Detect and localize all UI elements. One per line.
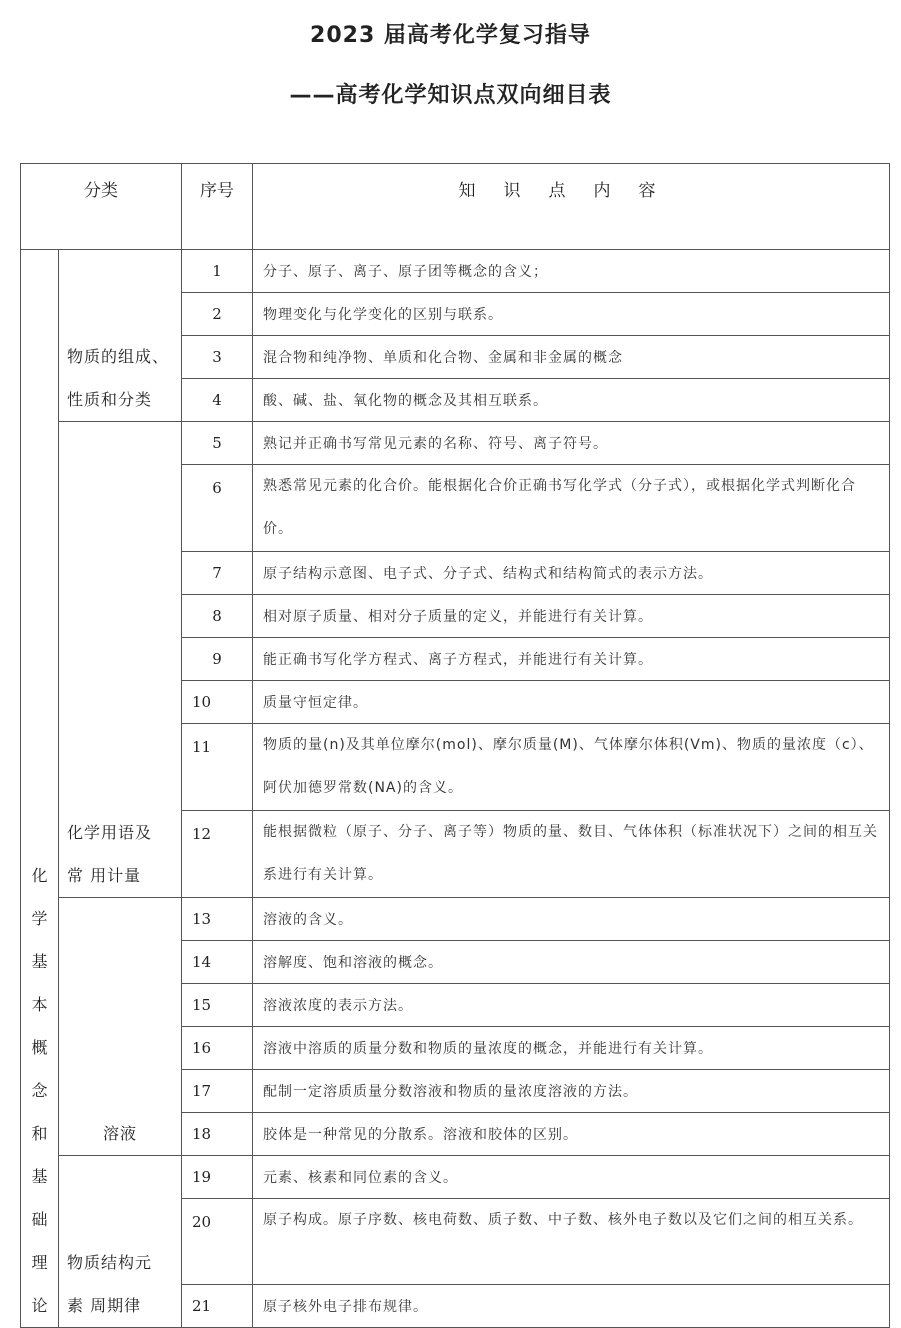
table-row xyxy=(21,898,890,941)
group-chem-language xyxy=(59,422,182,898)
row-number: 14 xyxy=(182,941,253,984)
group-label-line: 溶液 xyxy=(102,1124,137,1143)
header-category: 分类 xyxy=(21,164,182,250)
row-content: 溶液的含义。 xyxy=(253,898,890,941)
group-label-line: 素 周期律 xyxy=(67,1296,142,1315)
header-content: 知识点内容 xyxy=(253,164,890,250)
row-number: 4 xyxy=(182,379,253,422)
row-content: 物理变化与化学变化的区别与联系。 xyxy=(253,293,890,336)
row-number: 16 xyxy=(182,1027,253,1070)
row-content: 能正确书写化学方程式、离子方程式，并能进行有关计算。 xyxy=(253,638,890,681)
header-seq: 序号 xyxy=(182,164,253,250)
row-content: 溶液浓度的表示方法。 xyxy=(253,984,890,1027)
row-content: 溶解度、饱和溶液的概念。 xyxy=(253,941,890,984)
row-content: 酸、碱、盐、氧化物的概念及其相互联系。 xyxy=(253,379,890,422)
document-subtitle: ——高考化学知识点双向细目表 xyxy=(289,83,612,108)
row-number: 2 xyxy=(182,293,253,336)
row-number: 17 xyxy=(182,1070,253,1113)
row-number: 12 xyxy=(182,811,253,898)
row-content: 熟记并正确书写常见元素的名称、符号、离子符号。 xyxy=(253,422,890,465)
group-label-line: 物质的组成、 xyxy=(67,347,170,366)
row-content: 分子、原子、离子、原子团等概念的含义； xyxy=(253,250,890,293)
row-number: 10 xyxy=(182,681,253,724)
row-content: 胶体是一种常见的分散系。溶液和胶体的区别。 xyxy=(253,1113,890,1156)
group-label-line: 性质和分类 xyxy=(67,390,153,409)
row-number: 13 xyxy=(182,898,253,941)
row-content: 物质的量(n)及其单位摩尔(mol)、摩尔质量(M)、气体摩尔体积(Vm)、物质的量浓度（c）、阿伏加德罗常数(NA)的含义。 xyxy=(253,724,890,811)
row-number: 20 xyxy=(182,1199,253,1285)
group-structure xyxy=(59,1156,182,1328)
row-content: 相对原子质量、相对分子质量的定义，并能进行有关计算。 xyxy=(253,595,890,638)
knowledge-table xyxy=(20,163,890,1328)
row-number: 6 xyxy=(182,465,253,552)
row-content: 混合物和纯净物、单质和化合物、金属和非金属的概念 xyxy=(253,336,890,379)
outer-category-label: 化学基本概念和基础理论 xyxy=(31,866,48,1315)
row-number: 1 xyxy=(182,250,253,293)
row-content: 质量守恒定律。 xyxy=(253,681,890,724)
outer-category xyxy=(21,250,59,1328)
row-content: 能根据微粒（原子、分子、离子等）物质的量、数目、气体体积（标准状况下）之间的相互关系进行有关计算。 xyxy=(253,811,890,898)
row-number: 5 xyxy=(182,422,253,465)
table-header-row xyxy=(21,164,890,250)
row-number: 21 xyxy=(182,1285,253,1328)
row-number: 15 xyxy=(182,984,253,1027)
row-number: 19 xyxy=(182,1156,253,1199)
row-number: 11 xyxy=(182,724,253,811)
row-number: 3 xyxy=(182,336,253,379)
row-content: 元素、核素和同位素的含义。 xyxy=(253,1156,890,1199)
group-composition xyxy=(59,250,182,422)
group-label-line: 物质结构元 xyxy=(67,1253,153,1272)
row-number: 9 xyxy=(182,638,253,681)
group-label-line: 常 用计量 xyxy=(67,866,142,885)
row-number: 7 xyxy=(182,552,253,595)
table-row xyxy=(21,422,890,465)
row-content: 原子核外电子排布规律。 xyxy=(253,1285,890,1328)
group-solution xyxy=(59,898,182,1156)
row-content: 熟悉常见元素的化合价。能根据化合价正确书写化学式（分子式），或根据化学式判断化合价。 xyxy=(253,465,890,552)
row-content: 溶液中溶质的质量分数和物质的量浓度的概念，并能进行有关计算。 xyxy=(253,1027,890,1070)
group-label-line: 化学用语及 xyxy=(67,823,153,842)
row-content: 原子结构示意图、电子式、分子式、结构式和结构简式的表示方法。 xyxy=(253,552,890,595)
row-number: 18 xyxy=(182,1113,253,1156)
row-content: 配制一定溶质质量分数溶液和物质的量浓度溶液的方法。 xyxy=(253,1070,890,1113)
row-content: 原子构成。原子序数、核电荷数、质子数、中子数、核外电子数以及它们之间的相互关系。 xyxy=(253,1199,890,1285)
document-title: 2023 届高考化学复习指导 xyxy=(310,23,591,48)
table-row xyxy=(21,250,890,293)
row-number: 8 xyxy=(182,595,253,638)
table-row xyxy=(21,1156,890,1199)
